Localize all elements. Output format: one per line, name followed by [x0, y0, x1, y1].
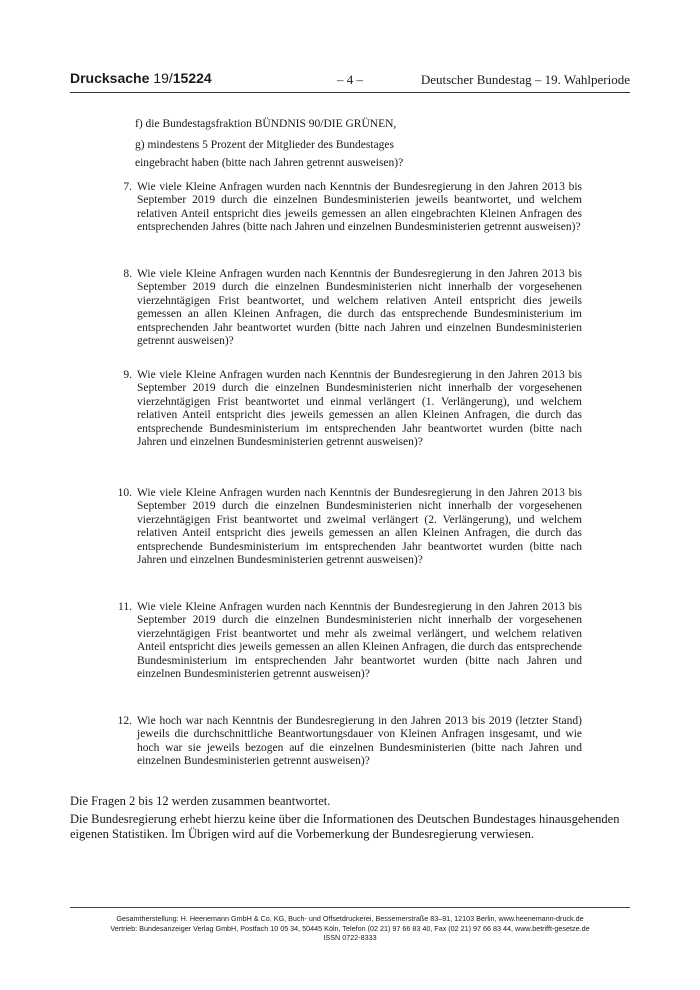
question-text: Wie viele Kleine Anfragen wurden nach Kenntnis der Bundesregierung in den Jahren 2013 bis September 2019 durch die einzelnen Bundesministerien nicht innerhalb der vorgesehenen vierzehntägigen Frist beantwortet und mehr als zweimal verlängert, und welchem relativen Anteil entspricht dies jeweils gemessen an allen Kleinen Anfragen, die durch das entsprechende Bundesministerium im entsprechenden Jahr beantwortet wurden (bitte nach Jahren und einzelnen Bundesministerien getrennt ausweisen)? [137, 601, 582, 681]
footer-distribution: Vertrieb: Bundesanzeiger Verlag GmbH, Postfach 10 05 34, 50445 Köln, Telefon (02 21) 97 66 83 40, Fax (02 21) 97 66 83 44, www.betrifft-gesetze.de [110, 923, 590, 933]
question-text: Wie hoch war nach Kenntnis der Bundesregierung in den Jahren 2013 bis 2019 (letzter Stand) jeweils die durchschnittliche Beantwortungsdauer von Kleinen Anfragen insgesamt, und wie hoch war sie jeweils bezogen auf die einzelnen Bundesministerien (bitte nach Jahren und einzelnen Bundesministerien getrennt ausweisen)? [137, 715, 582, 768]
question-number: 7. [123, 181, 132, 193]
footer-issn: ISSN 0722-8333 [323, 933, 377, 943]
question-text: Wie viele Kleine Anfragen wurden nach Kenntnis der Bundesregierung in den Jahren 2013 bis September 2019 durch die einzelnen Bundesministerien nicht innerhalb der vorgesehenen vierzehntägigen Frist beantwortet und einmal verlängert (1. Verlängerung), und welchem relativen Anteil entspricht dies jeweils gemessen an allen Kleinen Anfragen, die durch das entsprechende Bundesministerium im entsprechenden Jahr beantwortet wurden (bitte nach Jahren und einzelnen Bundesministerien getrennt ausweisen)? [137, 369, 582, 449]
question-number: 11. [118, 601, 132, 613]
page-footer [70, 914, 630, 943]
subitem-g: g) mindestens 5 Prozent der Mitglieder des Bundestages [135, 139, 395, 151]
question-number: 8. [123, 268, 132, 280]
answer-intro: Die Fragen 2 bis 12 werden zusammen beantwortet. [70, 794, 331, 808]
question-text: Wie viele Kleine Anfragen wurden nach Kenntnis der Bundesregierung in den Jahren 2013 bis September 2019 durch die einzelnen Bundesministerien nicht innerhalb der vorgesehenen vierzehntägigen Frist beantwortet und zweimal verlängert (2. Verlängerung), und welchem relativen Anteil entspricht dies jeweils gemessen an allen Kleinen Anfragen, die durch das entsprechende Bundesministerium im entsprechenden Jahr beantwortet wurden (bitte nach Jahren und einzelnen Bundesministerien getrennt ausweisen)? [137, 487, 582, 567]
document-label: Drucksache [70, 70, 150, 86]
document-number-prefix: 19/ [149, 70, 173, 86]
footer-printer: Gesamtherstellung: H. Heenemann GmbH & Co. KG, Buch- und Offsetdruckerei, Bessemerstraße 83–91, 12103 Berlin, www.heenemann-druck.de [116, 914, 584, 923]
question-text: Wie viele Kleine Anfragen wurden nach Kenntnis der Bundesregierung in den Jahren 2013 bis September 2019 durch die einzelnen Bundesministerien jeweils beantwortet, und welchem relativen Anteil entspricht dies jeweils gemessen an allen eingebrachten Kleinen Anfragen des entsprechenden Jahres (bitte nach Jahren und einzelnen Bundesministerien getrennt ausweisen)? [137, 181, 582, 234]
question-text: Wie viele Kleine Anfragen wurden nach Kenntnis der Bundesregierung in den Jahren 2013 bis September 2019 durch die einzelnen Bundesministerien nicht innerhalb der vorgesehenen vierzehntägigen Frist beantwortet, und welchem relativen Anteil entspricht dies jeweils gemessen an allen Kleinen Anfragen, die durch das entsprechende Bundesministerium im entsprechenden Jahr beantwortet wurden (bitte nach Jahren und einzelnen Bundesministerien getrennt ausweisen)? [137, 268, 582, 348]
question-number: 10. [117, 487, 132, 499]
answer-text: Die Bundesregierung erhebt hierzu keine über die Informationen des Deutschen Bundestages hinausgehenden eigenen Statistiken. Im Übrigen wird auf die Vorbemerkung der Bundesregierung verwiesen. [70, 812, 620, 841]
subitem-continuation: eingebracht haben (bitte nach Jahren getrennt ausweisen)? [135, 157, 404, 169]
page-header [70, 70, 630, 93]
subitem-f: f) die Bundestagsfraktion BÜNDNIS 90/DIE GRÜNEN, [135, 118, 397, 130]
question-number: 12. [117, 715, 132, 727]
footer-divider [70, 907, 630, 908]
page-number: – 4 – [337, 72, 363, 87]
legislative-period: Deutscher Bundestag – 19. Wahlperiode [420, 72, 630, 87]
question-number: 9. [123, 369, 132, 381]
document-number: 15224 [172, 70, 212, 86]
